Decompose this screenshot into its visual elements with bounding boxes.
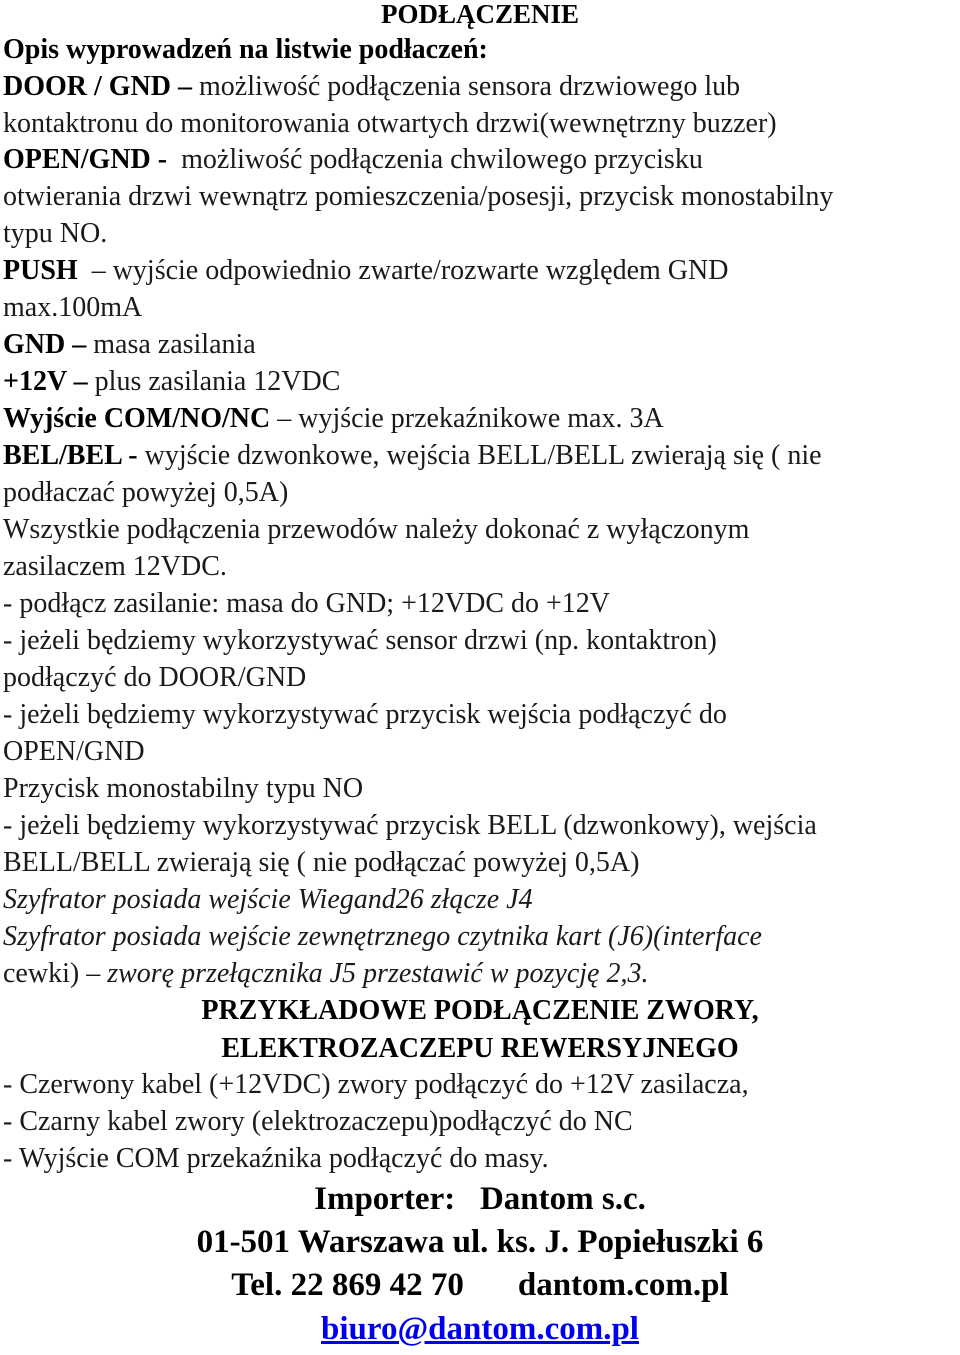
reader-line-cont: cewki) – zworę przełącznika J5 przestawić w pozycję 2,3. — [3, 958, 649, 989]
button-type-line: Przycisk monostabilny typu NO — [3, 773, 364, 804]
wiring-step-black: - Czarny kabel zwory (elektrozaczepu)podłączyć do NC — [3, 1106, 633, 1137]
importer-address: 01-501 Warszawa ul. ks. J. Popiełuszki 6 — [196, 1224, 764, 1260]
bel-line-cont: podłaczać powyżej 0,5A) — [3, 477, 289, 508]
page-heading: PODŁĄCZENIE — [380, 0, 580, 29]
door-gnd-line: DOOR / GND – możliwość podłączenia sensora drzwiowego lub — [3, 71, 741, 102]
step-door-sensor-line: - jeżeli będziemy wykorzystywać sensor drzwi (np. kontaktron) — [3, 625, 717, 656]
wiring-step-com: - Wyjście COM przekaźnika podłączyć do masy. — [3, 1143, 549, 1174]
importer-phone: Tel. 22 869 42 70 — [231, 1267, 464, 1303]
step-door-sensor-line-cont: podłączyć do DOOR/GND — [3, 662, 307, 693]
step-button-line: - jeżeli będziemy wykorzystywać przycisk wejścia podłączyć do — [3, 699, 727, 730]
push-line: PUSH – wyjście odpowiednio zwarte/rozwarte względem GND — [3, 255, 729, 286]
relay-output-line: Wyjście COM/NO/NC – wyjście przekaźnikowe max. 3A — [3, 403, 664, 434]
bel-line: BEL/BEL - wyjście dzwonkowe, wejścia BELL/BELL zwierają się ( nie — [3, 440, 822, 471]
importer-email-link[interactable]: biuro@dantom.com.pl — [321, 1311, 639, 1347]
step-power-line: - podłącz zasilanie: masa do GND; +12VDC do +12V — [3, 588, 611, 619]
reader-line: Szyfrator posiada wejście zewnętrznego czytnika kart (J6)(interface — [3, 921, 762, 952]
plus12v-line: +12V – plus zasilania 12VDC — [3, 366, 341, 397]
open-gnd-line: OPEN/GND - możliwość podłączenia chwilowego przycisku — [3, 144, 703, 175]
step-bell-line-cont: BELL/BELL zwierają się ( nie podłączać powyżej 0,5A) — [3, 847, 640, 878]
open-gnd-line-cont2: typu NO. — [3, 218, 108, 249]
importer-email-row — [0, 1308, 960, 1350]
section-title-cont: ELEKTROZACZEPU REWERSYJNEGO — [221, 1033, 739, 1064]
open-gnd-line-cont: otwierania drzwi wewnątrz pomieszczenia/posesji, przycisk monostabilny — [3, 181, 834, 212]
push-line-cont: max.100mA — [3, 292, 143, 323]
step-button-line-cont: OPEN/GND — [3, 736, 145, 767]
pinout-subheading: Opis wyprowadzeń na listwie podłaczeń: — [3, 34, 488, 65]
importer-name: Importer: Dantom s.c. — [314, 1181, 646, 1217]
wiegand-line: Szyfrator posiada wejście Wiegand26 złącze J4 — [3, 884, 533, 915]
door-gnd-line-cont: kontaktronu do monitorowania otwartych drzwi(wewnętrzny buzzer) — [3, 108, 777, 139]
importer-contact — [0, 1264, 960, 1306]
gnd-line: GND – masa zasilania — [3, 329, 256, 360]
wiring-step-red: - Czerwony kabel (+12VDC) zwory podłączyć do +12V zasilacza, — [3, 1069, 749, 1100]
step-bell-line: - jeżeli będziemy wykorzystywać przycisk BELL (dzwonkowy), wejścia — [3, 810, 817, 841]
section-title: PRZYKŁADOWE PODŁĄCZENIE ZWORY, — [201, 995, 759, 1026]
importer-website[interactable]: dantom.com.pl — [517, 1267, 729, 1303]
note-line: Wszystkie podłączenia przewodów należy dokonać z wyłączonym — [3, 514, 750, 545]
note-line-cont: zasilaczem 12VDC. — [3, 551, 227, 582]
